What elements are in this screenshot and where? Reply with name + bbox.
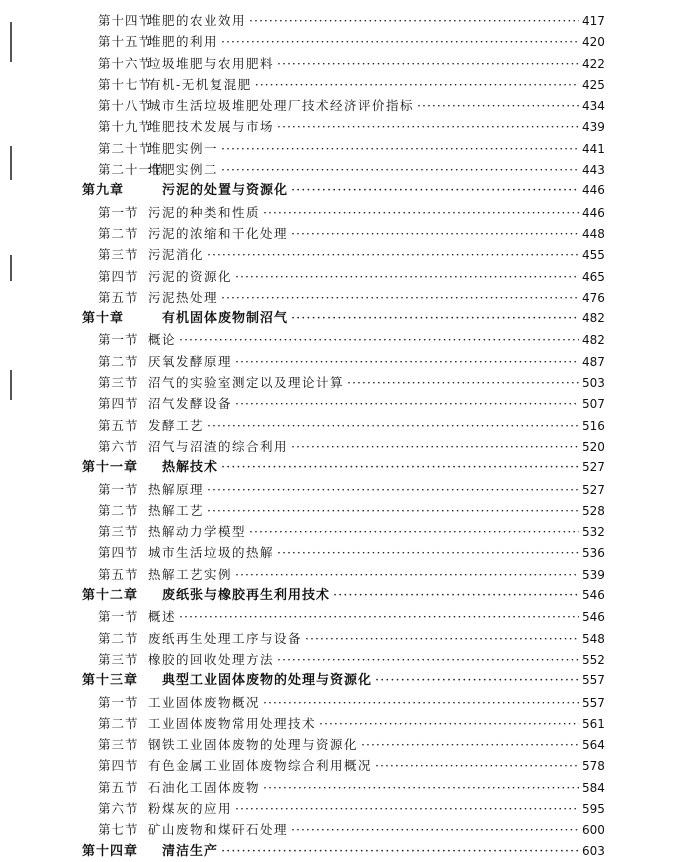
toc-section-row[interactable] bbox=[82, 500, 604, 521]
page-number: 578 bbox=[582, 759, 605, 774]
dot-leader bbox=[221, 457, 579, 478]
toc-section-row[interactable] bbox=[82, 74, 604, 95]
dot-leader bbox=[375, 755, 579, 776]
page-number: 425 bbox=[582, 77, 605, 92]
page-number: 476 bbox=[582, 290, 605, 305]
section-number: 第十七节 bbox=[98, 76, 153, 92]
toc-section-row[interactable] bbox=[82, 479, 604, 500]
dot-leader bbox=[235, 266, 579, 287]
chapter-title: 清洁生产 bbox=[162, 843, 219, 859]
page-number: 446 bbox=[582, 183, 605, 198]
dot-leader bbox=[207, 500, 579, 521]
margin-mark bbox=[10, 370, 12, 400]
section-title: 城市生活垃圾堆肥处理厂技术经济评价指标 bbox=[148, 98, 415, 114]
dot-leader bbox=[333, 585, 579, 606]
dot-leader bbox=[207, 479, 579, 500]
page-number: 448 bbox=[582, 226, 605, 241]
dot-leader bbox=[249, 10, 579, 31]
page-number: 520 bbox=[582, 439, 605, 454]
toc-section-row[interactable] bbox=[82, 223, 604, 244]
toc-chapter-row[interactable] bbox=[82, 585, 604, 606]
page-number: 561 bbox=[582, 716, 605, 731]
section-number: 第七节 bbox=[98, 822, 139, 838]
dot-leader bbox=[235, 564, 579, 585]
dot-leader bbox=[221, 31, 579, 52]
toc-section-row[interactable] bbox=[82, 95, 604, 116]
toc-chapter-row[interactable] bbox=[82, 457, 604, 478]
toc-section-row[interactable] bbox=[82, 819, 604, 840]
section-title: 堆肥技术发展与市场 bbox=[148, 119, 275, 135]
section-number: 第二节 bbox=[98, 630, 139, 646]
toc-section-row[interactable] bbox=[82, 53, 604, 74]
toc-section-row[interactable] bbox=[82, 798, 604, 819]
table-of-contents bbox=[82, 10, 604, 862]
chapter-title: 有机固体废物制沼气 bbox=[162, 311, 289, 327]
section-number: 第十八节 bbox=[98, 98, 153, 114]
toc-chapter-row[interactable] bbox=[82, 670, 604, 691]
margin-mark bbox=[10, 255, 12, 281]
chapter-number: 第十一章 bbox=[82, 460, 139, 476]
toc-section-row[interactable] bbox=[82, 628, 604, 649]
dot-leader bbox=[347, 372, 579, 393]
dot-leader bbox=[249, 521, 579, 542]
toc-section-row[interactable] bbox=[82, 244, 604, 265]
section-title: 堆肥的农业效用 bbox=[148, 13, 247, 28]
page-number: 441 bbox=[582, 141, 605, 156]
toc-section-row[interactable] bbox=[82, 777, 604, 798]
section-title: 废纸再生处理工序与设备 bbox=[148, 630, 303, 646]
dot-leader bbox=[221, 841, 579, 862]
section-title: 污泥消化 bbox=[148, 247, 205, 263]
section-title: 堆肥的利用 bbox=[148, 34, 219, 50]
section-title: 污泥的浓缩和干化处理 bbox=[148, 225, 289, 241]
section-number: 第二十节 bbox=[98, 140, 153, 156]
section-title: 垃圾堆肥与农用肥料 bbox=[148, 55, 275, 71]
section-number: 第六节 bbox=[98, 800, 139, 816]
dot-leader bbox=[235, 798, 579, 819]
toc-section-row[interactable] bbox=[82, 372, 604, 393]
section-number: 第三节 bbox=[98, 375, 139, 391]
section-number: 第四节 bbox=[98, 758, 139, 774]
dot-leader bbox=[361, 734, 579, 755]
chapter-number: 第十章 bbox=[82, 311, 125, 327]
section-number: 第十六节 bbox=[98, 55, 153, 71]
page-number: 557 bbox=[582, 695, 605, 710]
page-number: 482 bbox=[582, 311, 605, 326]
section-number: 第二节 bbox=[98, 353, 139, 369]
dot-leader bbox=[291, 223, 579, 244]
toc-section-row[interactable] bbox=[82, 138, 604, 159]
dot-leader bbox=[277, 542, 579, 563]
dot-leader bbox=[277, 649, 579, 670]
toc-section-row[interactable] bbox=[82, 116, 604, 137]
toc-section-row[interactable] bbox=[82, 266, 604, 287]
page-number: 446 bbox=[582, 205, 605, 220]
dot-leader bbox=[179, 329, 579, 350]
page-number: 546 bbox=[582, 588, 605, 603]
dot-leader bbox=[235, 351, 579, 372]
toc-section-row[interactable] bbox=[82, 393, 604, 414]
toc-section-row[interactable] bbox=[82, 329, 604, 350]
dot-leader bbox=[417, 95, 579, 116]
page-number: 422 bbox=[582, 56, 605, 71]
section-number: 第三节 bbox=[98, 524, 139, 540]
dot-leader bbox=[179, 606, 579, 627]
section-title: 厌氧发酵原理 bbox=[148, 353, 233, 369]
section-title: 工业固体废物常用处理技术 bbox=[148, 715, 317, 731]
section-number: 第一节 bbox=[98, 481, 139, 497]
toc-section-row[interactable] bbox=[82, 713, 604, 734]
toc-section-row[interactable] bbox=[82, 351, 604, 372]
page-number: 595 bbox=[582, 801, 605, 816]
page-number: 482 bbox=[582, 333, 605, 348]
page-number: 487 bbox=[582, 354, 605, 369]
dot-leader bbox=[255, 74, 579, 95]
section-number: 第四节 bbox=[98, 396, 139, 412]
section-number: 第二节 bbox=[98, 225, 139, 241]
margin-mark bbox=[10, 146, 12, 180]
section-title: 堆肥实例二 bbox=[148, 162, 219, 178]
chapter-number: 第十三章 bbox=[82, 673, 139, 689]
dot-leader bbox=[305, 628, 579, 649]
page-number: 539 bbox=[582, 567, 605, 582]
chapter-number: 第十四章 bbox=[82, 843, 139, 859]
page-number: 603 bbox=[582, 843, 605, 858]
section-number: 第三节 bbox=[98, 247, 139, 263]
page-number: 434 bbox=[582, 99, 605, 114]
section-title: 工业固体废物概况 bbox=[148, 694, 261, 710]
page-number: 439 bbox=[582, 120, 605, 135]
toc-section-row[interactable] bbox=[82, 31, 604, 52]
section-title: 热解原理 bbox=[148, 481, 205, 497]
page-number: 552 bbox=[582, 652, 605, 667]
page-number: 528 bbox=[582, 503, 605, 518]
dot-leader bbox=[207, 244, 579, 265]
toc-section-row[interactable] bbox=[82, 606, 604, 627]
section-number: 第一节 bbox=[98, 332, 139, 348]
section-title: 堆肥实例一 bbox=[148, 140, 219, 156]
toc-section-row[interactable] bbox=[82, 415, 604, 436]
section-number: 第一节 bbox=[98, 694, 139, 710]
section-title: 沼气发酵设备 bbox=[148, 396, 233, 412]
page-number: 548 bbox=[582, 631, 605, 646]
chapter-title: 典型工业固体废物的处理与资源化 bbox=[162, 673, 373, 689]
toc-section-row[interactable] bbox=[82, 436, 604, 457]
dot-leader bbox=[235, 393, 579, 414]
page-number: 503 bbox=[582, 376, 605, 391]
chapter-number: 第十二章 bbox=[82, 588, 139, 604]
toc-section-row[interactable] bbox=[82, 287, 604, 308]
section-title: 矿山废物和煤矸石处理 bbox=[148, 822, 289, 838]
section-number: 第五节 bbox=[98, 417, 139, 433]
section-number: 第二节 bbox=[98, 715, 139, 731]
section-title: 沼气的实验室测定以及理论计算 bbox=[148, 375, 345, 391]
section-title: 污泥的资源化 bbox=[148, 268, 233, 284]
dot-leader bbox=[221, 138, 579, 159]
section-title: 钢铁工业固体废物的处理与资源化 bbox=[148, 737, 359, 753]
toc-section-row[interactable] bbox=[82, 734, 604, 755]
page-number: 546 bbox=[582, 610, 605, 625]
page-number: 527 bbox=[582, 460, 605, 475]
dot-leader bbox=[263, 692, 579, 713]
section-number: 第五节 bbox=[98, 566, 139, 582]
section-title: 概述 bbox=[148, 609, 177, 625]
section-title: 污泥热处理 bbox=[148, 289, 219, 305]
dot-leader bbox=[291, 819, 579, 840]
toc-section-row[interactable] bbox=[82, 649, 604, 670]
toc-section-row[interactable] bbox=[82, 10, 604, 31]
dot-leader bbox=[263, 202, 579, 223]
section-number: 第十五节 bbox=[98, 34, 153, 50]
page-number: 584 bbox=[582, 780, 605, 795]
page-number: 527 bbox=[582, 482, 605, 497]
section-number: 第四节 bbox=[98, 268, 139, 284]
section-number: 第十四节 bbox=[98, 13, 153, 28]
section-number: 第二十一节 bbox=[98, 162, 166, 178]
section-number: 第四节 bbox=[98, 545, 139, 561]
dot-leader bbox=[319, 713, 579, 734]
section-title: 有色金属工业固体废物综合利用概况 bbox=[148, 758, 373, 774]
dot-leader bbox=[263, 777, 579, 798]
section-number: 第三节 bbox=[98, 737, 139, 753]
toc-section-row[interactable] bbox=[82, 564, 604, 585]
page-number: 507 bbox=[582, 397, 605, 412]
dot-leader bbox=[207, 415, 579, 436]
page-number: 557 bbox=[582, 673, 605, 688]
section-number: 第二节 bbox=[98, 502, 139, 518]
dot-leader bbox=[221, 159, 579, 180]
section-number: 第五节 bbox=[98, 289, 139, 305]
toc-section-row[interactable] bbox=[82, 159, 604, 180]
section-title: 热解工艺 bbox=[148, 502, 205, 518]
section-title: 污泥的种类和性质 bbox=[148, 204, 261, 220]
section-title: 石油化工固体废物 bbox=[148, 779, 261, 795]
section-title: 热解动力学模型 bbox=[148, 524, 247, 540]
dot-leader bbox=[375, 670, 579, 691]
section-title: 橡胶的回收处理方法 bbox=[148, 651, 275, 667]
margin-mark bbox=[10, 22, 12, 62]
section-title: 热解工艺实例 bbox=[148, 566, 233, 582]
section-title: 发酵工艺 bbox=[148, 417, 205, 433]
page-number: 532 bbox=[582, 525, 605, 540]
dot-leader bbox=[277, 116, 579, 137]
page-number: 420 bbox=[582, 35, 605, 50]
dot-leader bbox=[221, 287, 579, 308]
section-number: 第三节 bbox=[98, 651, 139, 667]
page-number: 536 bbox=[582, 546, 605, 561]
chapter-title: 废纸张与橡胶再生利用技术 bbox=[162, 588, 331, 604]
section-number: 第五节 bbox=[98, 779, 139, 795]
page-number: 516 bbox=[582, 418, 605, 433]
toc-chapter-row[interactable] bbox=[82, 841, 604, 862]
dot-leader bbox=[291, 308, 579, 329]
section-number: 第一节 bbox=[98, 204, 139, 220]
dot-leader bbox=[291, 180, 579, 201]
toc-section-row[interactable] bbox=[82, 521, 604, 542]
section-title: 概论 bbox=[148, 332, 177, 348]
toc-section-row[interactable] bbox=[82, 542, 604, 563]
page-number: 443 bbox=[582, 163, 605, 178]
toc-chapter-row[interactable] bbox=[82, 180, 604, 201]
section-title: 城市生活垃圾的热解 bbox=[148, 545, 275, 561]
chapter-title: 热解技术 bbox=[162, 460, 219, 476]
section-number: 第六节 bbox=[98, 438, 139, 454]
section-title: 沼气与沼渣的综合利用 bbox=[148, 438, 289, 454]
chapter-title: 污泥的处置与资源化 bbox=[162, 183, 289, 199]
section-number: 第十九节 bbox=[98, 119, 153, 135]
toc-section-row[interactable] bbox=[82, 692, 604, 713]
page-number: 465 bbox=[582, 269, 605, 284]
section-number: 第一节 bbox=[98, 609, 139, 625]
toc-chapter-row[interactable] bbox=[82, 308, 604, 329]
page-number: 455 bbox=[582, 248, 605, 263]
section-title: 粉煤灰的应用 bbox=[148, 800, 233, 816]
dot-leader bbox=[277, 53, 579, 74]
toc-section-row[interactable] bbox=[82, 202, 604, 223]
page-number: 417 bbox=[582, 14, 605, 28]
page-number: 600 bbox=[582, 823, 605, 838]
section-title: 有机-无机复混肥 bbox=[148, 76, 252, 92]
page-number: 564 bbox=[582, 738, 605, 753]
dot-leader bbox=[291, 436, 579, 457]
chapter-number: 第九章 bbox=[82, 183, 125, 199]
toc-section-row[interactable] bbox=[82, 755, 604, 776]
